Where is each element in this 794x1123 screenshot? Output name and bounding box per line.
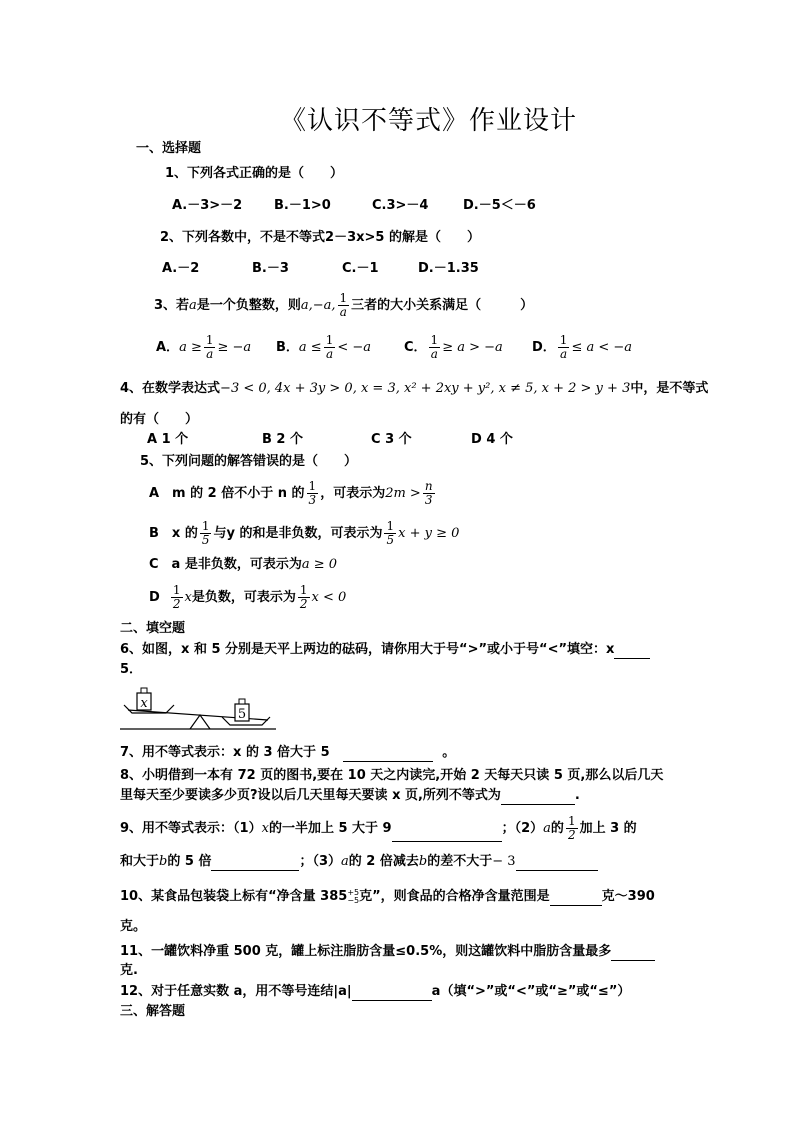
q6-text: 6、如图，x 和 5 分别是天平上两边的砝码，请你用大于号“>”或小于号“<”填空：x — [120, 641, 650, 659]
q6-text-cont: 5． — [120, 662, 143, 677]
q10-text-cont: 克。 — [120, 919, 147, 934]
q11-text: 11、一罐饮料净重 500 克，罐上标注脂肪含量≤0.5%，则这罐饮料中脂肪含量最多 — [120, 943, 655, 961]
q1-option-c: C.3>－4 — [372, 198, 429, 213]
q9-answer-blank-2[interactable] — [211, 856, 299, 871]
section-choice: 一、选择题 — [136, 141, 202, 156]
q7-text: 7、用不等式表示：x 的 3 倍大于 5 。 — [120, 745, 456, 760]
q2-option-c: C.－1 — [342, 261, 379, 276]
q1-stem: 1、下列各式正确的是（ ） — [165, 166, 344, 181]
page-title: 《认识不等式》作业设计 — [280, 106, 578, 136]
q2-option-d: D.－1.35 — [418, 261, 479, 276]
q10-answer-blank[interactable] — [550, 891, 602, 906]
q7-answer-blank[interactable] — [343, 747, 433, 762]
q3-option-b: B．a ≤ $\frac{1}{a}$ < −a — [276, 333, 372, 361]
q5-option-b: B x 的 $\frac{1}{5}$ 与y 的和是非负数，可表示为 $\frac{1}{5}$ x + y ≥ 0 — [149, 519, 460, 547]
q4-option-d: D 4 个 — [471, 432, 513, 447]
q8-text-cont: 里每天至少要读多少页?设以后几天里每天要读 x 页,所列不等式为 . — [120, 788, 580, 803]
q1-option-a: A.－3>－2 — [172, 198, 243, 213]
q9-text-cont: 和大于b的 5 倍 ；（3）a的 2 倍减去b的差不大于− 3 — [120, 853, 598, 871]
q3-option-c: C． $\frac{1}{a}$ ≥ a > −a — [404, 333, 503, 361]
q12-text: 12、对于任意实数 a，用不等号连结|a| a（填“>”或“<”或“≥”或“≤”） — [120, 984, 631, 999]
fulcrum — [190, 715, 210, 729]
q8-answer-blank[interactable] — [501, 790, 575, 805]
q1-option-b: B.－1>0 — [274, 198, 331, 213]
q4-stem-cont: 的有（ ） — [120, 412, 199, 427]
q9-answer-blank-1[interactable] — [392, 827, 502, 842]
q1-option-d: D.－5＜－6 — [463, 198, 536, 213]
q5-stem: 5、下列问题的解答错误的是（ ） — [140, 454, 358, 469]
right-weight-label: 5 — [237, 707, 247, 722]
balance-scale-figure — [118, 683, 278, 733]
right-weight-handle — [239, 699, 245, 704]
q9-text: 9、用不等式表示：（1）x的一半加上 5 大于 9 ；（2）a的 $\frac{1}{2}$ 加上 3 的 — [120, 814, 637, 842]
q4-stem: 4、在数学表达式−3 < 0, 4x + 3y > 0, x = 3, x² + 2xy + y², x ≠ 5, x + 2 > y + 3中，是不等式 — [120, 381, 709, 396]
q5-option-d: D $\frac{1}{2}$ x是负数，可表示为 $\frac{1}{2}$ x < 0 — [149, 583, 347, 611]
q2-option-a: A.－2 — [162, 261, 200, 276]
q12-answer-blank[interactable] — [352, 986, 432, 1001]
q8-text: 8、小明借到一本有 72 页的图书,要在 10 天之内读完,开始 2 天每天只读 5 页,那么以后几天 — [120, 768, 664, 783]
q2-stem: 2、下列各数中，不是不等式2－3x>5 的解是（ ） — [160, 230, 480, 245]
q5-option-c: C a 是非负数，可表示为a ≥ 0 — [149, 557, 338, 572]
q3-option-d: D． $\frac{1}{a}$ ≤ a < −a — [532, 333, 633, 361]
q10-text: 10、某食品包装袋上标有“净含量 385 +5 −5 克”，则食品的合格净含量范围是 克～390 — [120, 887, 655, 905]
q11-text-cont: 克. — [120, 963, 138, 978]
section-solve: 三、解答题 — [120, 1004, 186, 1019]
q3-option-a: A．a ≥ $\frac{1}{a}$ ≥ −a — [156, 333, 252, 361]
q5-option-a: A m 的 2 倍不小于 n 的 $\frac{1}{3}$ ，可表示为2m > $\frac{n}{3}$ — [149, 479, 433, 507]
q2-option-b: B.－3 — [252, 261, 289, 276]
left-weight-label: x — [140, 696, 148, 711]
q4-option-a: A 1 个 — [147, 432, 189, 447]
q11-answer-blank[interactable] — [611, 946, 655, 961]
q6-answer-blank[interactable] — [614, 644, 650, 659]
left-weight-handle — [141, 688, 147, 693]
q4-option-c: C 3 个 — [371, 432, 412, 447]
q4-option-b: B 2 个 — [262, 432, 304, 447]
q9-answer-blank-3[interactable] — [516, 856, 598, 871]
q3-stem: 3、若a是一个负整数，则a,−a, $\frac{1}{a}$ 三者的大小关系满足（ ） — [154, 291, 534, 319]
section-fill: 二、填空题 — [120, 621, 186, 636]
